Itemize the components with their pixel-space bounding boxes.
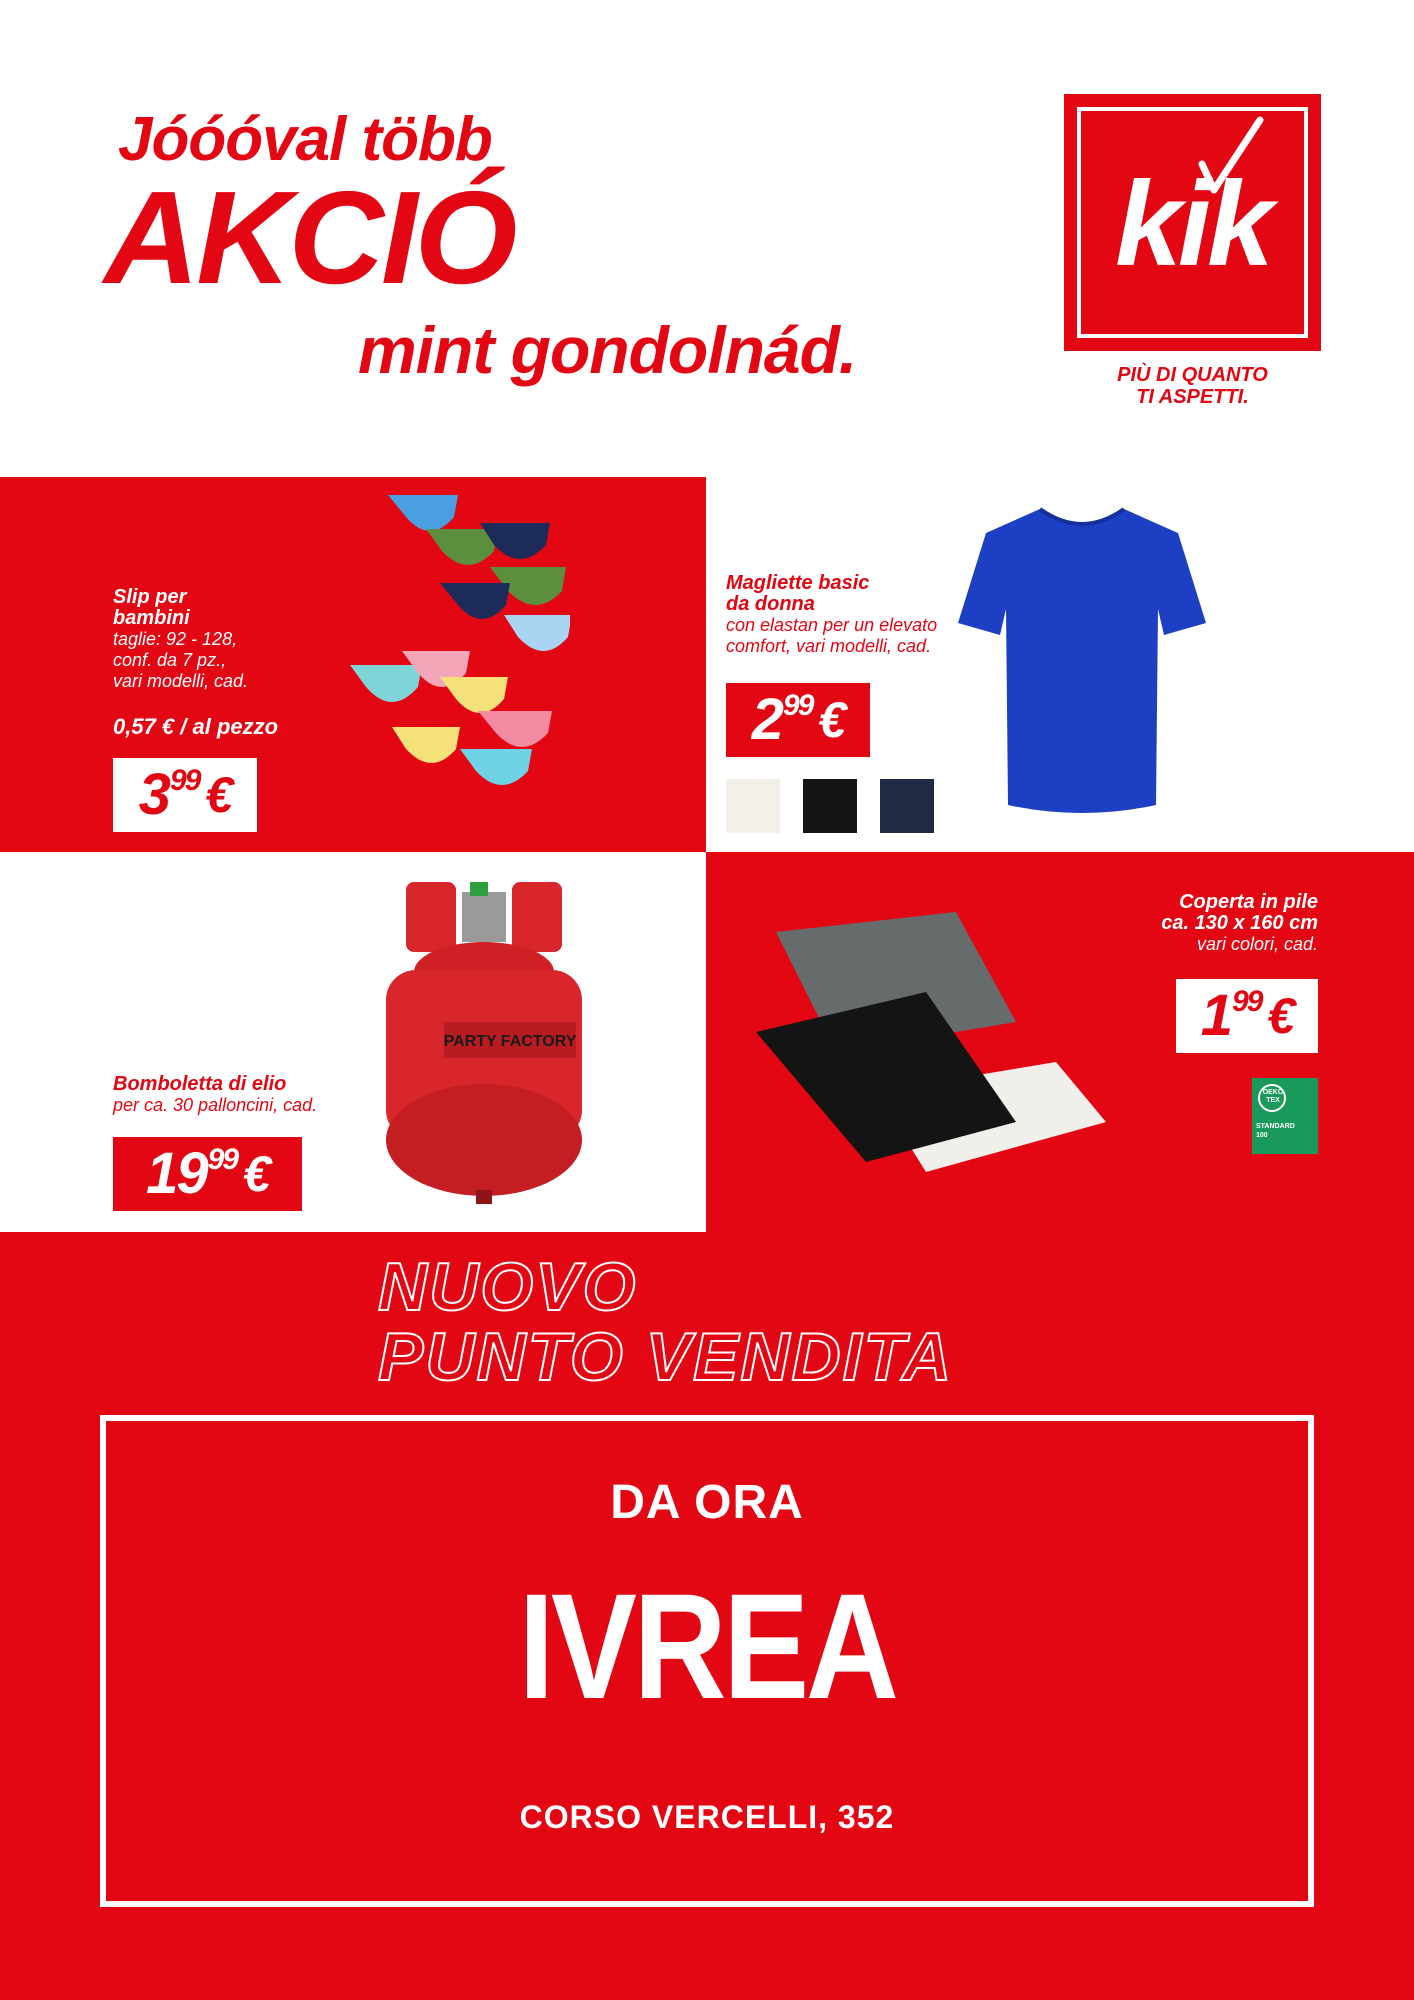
product-info	[1161, 892, 1318, 955]
product-title: da donna	[726, 593, 815, 615]
product-desc: vari modelli, cad.	[113, 671, 249, 691]
price-integer: 3	[138, 762, 170, 827]
headline-line-3: mint gondolnád.	[358, 313, 857, 387]
kik-logo	[1064, 94, 1321, 351]
product-title: Slip per	[113, 586, 187, 608]
product-desc: comfort, vari modelli, cad.	[726, 636, 932, 656]
headline-line-1: Jóóóval több	[118, 105, 492, 174]
checkmark-icon	[1064, 94, 1321, 351]
store-address: CORSO VERCELLI, 352	[519, 1799, 895, 1835]
product-title: bambini	[113, 607, 190, 629]
price-tag	[113, 758, 257, 832]
tshirt-image	[952, 505, 1212, 815]
logo-tagline	[1064, 364, 1321, 408]
logo-tagline-1: PIÙ DI QUANTO	[1117, 364, 1268, 386]
color-swatch-black	[803, 779, 857, 833]
price-decimals: 99	[1232, 985, 1262, 1018]
from-now-label: DA ORA	[610, 1476, 804, 1529]
helium-tank-image	[384, 872, 584, 1208]
headline-line-2: AKCIÓ	[104, 164, 515, 311]
price-tag	[726, 683, 870, 757]
product-panel-tshirt	[706, 477, 1414, 852]
oeko-badge-line: STANDARD	[1256, 1123, 1295, 1130]
oeko-tex-badge	[1252, 1078, 1318, 1154]
product-desc: conf. da 7 pz.,	[113, 650, 227, 670]
product-desc: con elastan per un elevato	[726, 615, 938, 635]
new-store-headline-2: PUNTO VENDITA	[378, 1319, 954, 1395]
color-swatch-cream	[726, 779, 780, 833]
product-desc: per ca. 30 palloncini, cad.	[113, 1095, 318, 1115]
oeko-badge-line: OEKO	[1262, 1089, 1284, 1096]
store-frame	[100, 1415, 1314, 1907]
blanket-stack-image	[756, 912, 1126, 1192]
store-city: IVREA	[518, 1562, 896, 1730]
product-title: Coperta in pile	[1179, 891, 1318, 913]
product-info	[113, 1074, 317, 1116]
price-tag	[113, 1137, 302, 1211]
price-integer: 19	[146, 1141, 207, 1206]
oeko-tex-standard	[1256, 1122, 1295, 1140]
oeko-tex-text	[1260, 1089, 1286, 1105]
tank-label: PARTY FACTORY	[443, 1033, 577, 1050]
price-decimals: 99	[783, 689, 813, 722]
oeko-badge-line: TEX	[1266, 1097, 1280, 1104]
price-currency: €	[205, 767, 232, 823]
product-panel-briefs	[0, 477, 706, 852]
product-title: Magliette basic	[726, 572, 870, 594]
product-desc: vari colori, cad.	[1196, 934, 1318, 954]
price-integer: 1	[1200, 983, 1232, 1048]
logo-brand-text: kik	[1115, 157, 1270, 291]
new-store-headline-1: NUOVO	[378, 1249, 638, 1325]
new-store-headline	[378, 1249, 954, 1395]
price-tag	[1176, 979, 1318, 1053]
color-swatch-navy	[880, 779, 934, 833]
price-currency: €	[1267, 988, 1294, 1044]
product-panel-helium	[0, 852, 706, 1232]
product-panel-blanket	[706, 852, 1414, 1232]
product-info	[113, 587, 248, 692]
price-currency: €	[818, 692, 845, 748]
unit-price: 0,57 € / al pezzo	[113, 714, 279, 739]
briefs-pack-image	[340, 487, 570, 817]
price-integer: 2	[751, 687, 783, 752]
price-decimals: 99	[207, 1143, 238, 1176]
product-title: ca. 130 x 160 cm	[1161, 912, 1318, 934]
product-desc: taglie: 92 - 128,	[113, 629, 238, 649]
price-currency: €	[243, 1146, 269, 1202]
price-decimals: 99	[170, 764, 200, 797]
oeko-badge-line: 100	[1256, 1132, 1268, 1139]
product-title: Bomboletta di elio	[113, 1073, 287, 1095]
product-info	[726, 573, 937, 657]
logo-tagline-2: TI ASPETTI.	[1136, 386, 1249, 408]
